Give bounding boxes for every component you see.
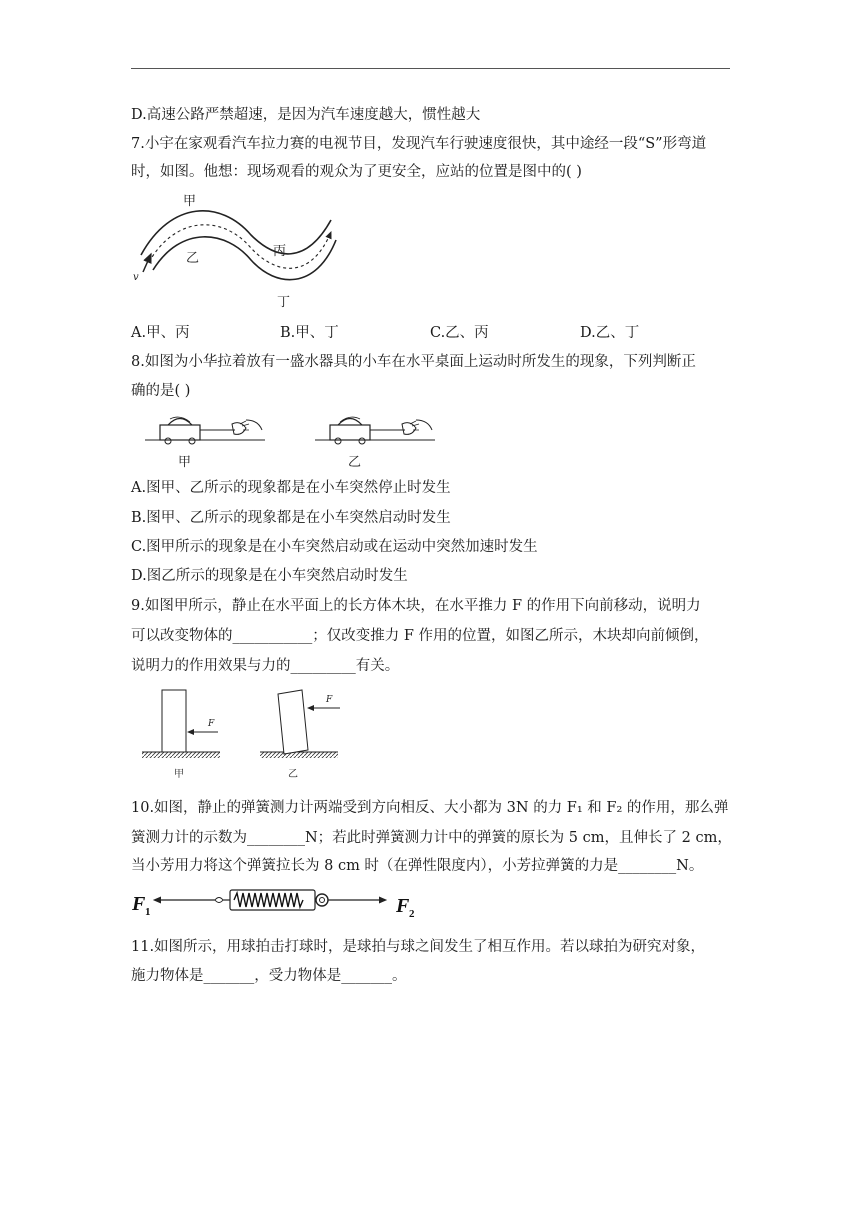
label-yi: 乙 (288, 769, 298, 780)
q8-text-line1: 8.如图为小华拉着放有一盛水器具的小车在水平桌面上运动时所发生的现象，下列判断正 (131, 354, 696, 370)
q11-text-line1: 11.如图所示，用球拍击打球时，是球拍与球之间发生了相互作用。若以球拍为研究对象， (131, 939, 706, 955)
block-yi (260, 690, 340, 780)
label-yi: 乙 (186, 251, 200, 266)
label-f2-sub: 2 (409, 908, 415, 920)
q10-text-line2: 簧测力计的示数为________N；若此时弹簧测力计中的弹簧的原长为 5 cm，且伸长了 2 cm， (131, 830, 732, 846)
label-bing: 丙 (273, 244, 287, 259)
q8-option-a: A.图甲、乙所示的现象都是在小车突然停止时发生 (131, 480, 451, 496)
q7-option-d: D.乙、丁 (580, 325, 640, 341)
q9-text-line3: 说明力的作用效果与力的_________有关。 (131, 658, 400, 674)
car-path-dashed (149, 225, 331, 269)
q11-text-line2: 施力物体是_______，受力物体是_______。 (131, 968, 407, 984)
label-ding: 丁 (277, 295, 291, 310)
label-f2: F (396, 895, 410, 917)
q9-text-line1: 9.如图甲所示，静止在水平面上的长方体木块，在水平推力 F 的作用下向前移动，说明力 (131, 598, 701, 614)
q7-text-line1: 7.小宇在家观看汽车拉力赛的电视节目，发现汽车行驶速度很快，其中途经一段“S”形弯道 (131, 136, 707, 152)
q7-s-curve-figure (131, 190, 346, 310)
q10-spring-scale-figure (130, 882, 420, 922)
q8-cart-figure (140, 410, 440, 472)
label-v: v (133, 272, 139, 283)
label-f-jia: F (208, 719, 215, 729)
header-rule (131, 68, 730, 69)
q9-block-figure (140, 688, 360, 780)
q7-option-a: A.甲、丙 (131, 325, 190, 341)
q7-option-b: B.甲、丁 (280, 325, 339, 341)
label-jia: 甲 (183, 194, 197, 209)
label-jia: 甲 (178, 455, 192, 470)
q8-text-line2: 确的是( ) (131, 383, 191, 399)
road-inner-edge (153, 237, 336, 280)
label-f1-sub: 1 (145, 906, 151, 918)
start-arrow (143, 254, 151, 272)
q10-text-line3: 当小芳用力将这个弹簧拉长为 8 cm 时（在弹性限度内），小芳拉弹簧的力是________N。 (131, 858, 704, 874)
q8-option-d: D.图乙所示的现象是在小车突然启动时发生 (131, 568, 408, 584)
q10-text-line1: 10.如图，静止的弹簧测力计两端受到方向相反、大小都为 3N 的力 F₁ 和 F₂ 的作用，那么弹 (131, 800, 729, 816)
road-outer-edge (141, 211, 331, 255)
cart-yi (315, 417, 435, 470)
block-jia (142, 690, 220, 780)
q9-text-line2: 可以改变物体的___________；仅改变推力 F 作用的位置，如图乙所示，木块却向前倾倒， (131, 628, 709, 644)
label-jia: 甲 (174, 769, 184, 780)
label-yi: 乙 (348, 455, 362, 470)
q7-text-line2: 时，如图。他想：现场观看的观众为了更安全，应站的位置是图中的( ) (131, 164, 582, 180)
q8-option-b: B.图甲、乙所示的现象都是在小车突然启动时发生 (131, 510, 451, 526)
label-f-yi: F (326, 695, 333, 705)
q6-option-d: D.高速公路严禁超速，是因为汽车速度越大，惯性越大 (131, 107, 481, 123)
q8-option-c: C.图甲所示的现象是在小车突然启动或在运动中突然加速时发生 (131, 539, 538, 555)
cart-jia (145, 417, 265, 470)
label-f1: F (132, 893, 146, 915)
q7-option-c: C.乙、丙 (430, 325, 489, 341)
